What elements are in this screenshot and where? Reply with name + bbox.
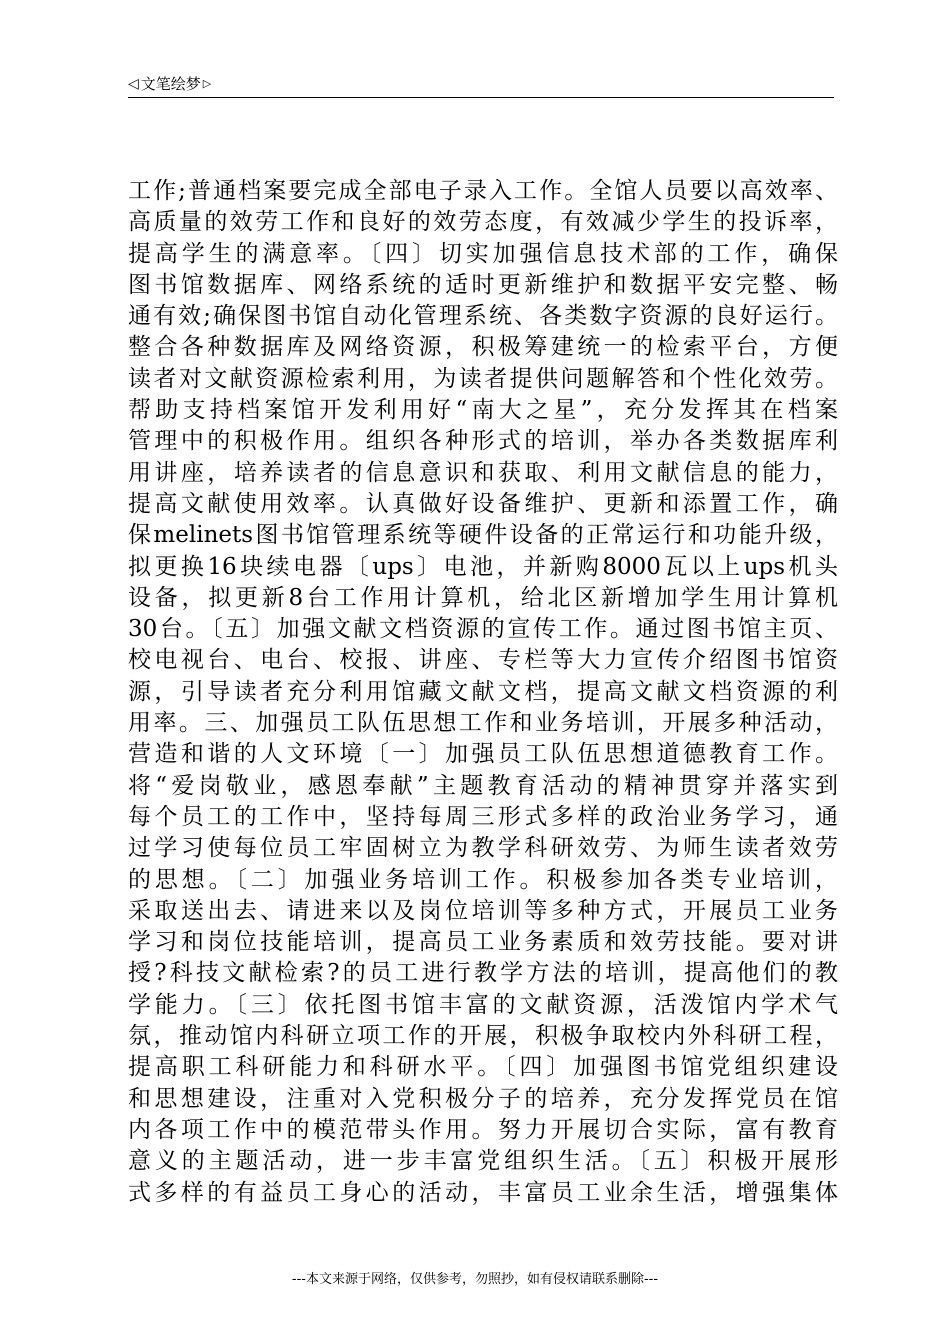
brand — [128, 74, 834, 94]
text-line: 营造和谐的人文环境〔一〕加强员工队伍思想道德教育工作。 — [128, 741, 838, 768]
text-line: 每个员工的工作中，坚持每周三形式多样的政治业务学习，通 — [128, 803, 838, 830]
text-line: 用率。三、加强员工队伍思想工作和业务培训，开展多种活动， — [128, 710, 838, 737]
text-line: 意义的主题活动，进一步丰富党组织生活。〔五〕积极开展形 — [128, 1148, 838, 1175]
text-line: 学习和岗位技能培训，提高员工业务素质和效劳技能。要对讲 — [128, 929, 838, 956]
brand-text: 文笔绘梦 — [140, 75, 201, 93]
text-line: 的思想。〔二〕加强业务培训工作。积极参加各类专业培训， — [128, 866, 838, 893]
text-line: 提高职工科研能力和科研水平。〔四〕加强图书馆党组织建设 — [128, 1054, 838, 1081]
header-divider — [128, 97, 834, 98]
text-line: 管理中的积极作用。组织各种形式的培训，举办各类数据库利 — [128, 428, 838, 455]
text-line: 提高学生的满意率。〔四〕切实加强信息技术部的工作，确保 — [128, 240, 838, 267]
text-line: 源，引导读者充分利用馆藏文献文档，提高文献文档资源的利 — [128, 678, 838, 705]
footer-notice: ---本文来源于网络，仅供参考，勿照抄，如有侵权请联系删除--- — [291, 1272, 659, 1287]
text-line: 授?科技文献检索?的员工进行教学方法的培训，提高他们的教 — [128, 960, 838, 987]
text-line: 用讲座，培养读者的信息意识和获取、利用文献信息的能力， — [128, 459, 838, 486]
text-line: 高质量的效劳工作和良好的效劳态度，有效减少学生的投诉率， — [128, 209, 838, 236]
text-line: 30台。〔五〕加强文献文档资源的宣传工作。通过图书馆主页、 — [128, 616, 838, 643]
text-line: 内各项工作中的模范带头作用。努力开展切合实际，富有教育 — [128, 1116, 838, 1143]
text-line: 拟更换16块续电器〔ups〕电池，并新购8000瓦以上ups机头 — [128, 553, 838, 580]
text-line: 过学习使每位员工牢固树立为教学科研效劳、为师生读者效劳 — [128, 835, 838, 862]
text-line: 图书馆数据库、网络系统的适时更新维护和数据平安完整、畅 — [128, 271, 838, 298]
text-line: 采取送出去、请进来以及岗位培训等多种方式，开展员工业务 — [128, 897, 838, 924]
text-line: 校电视台、电台、校报、讲座、专栏等大力宣传介绍图书馆资 — [128, 647, 838, 674]
text-line: 将“爱岗敬业，感恩奉献”主题教育活动的精神贯穿并落实到 — [128, 772, 838, 799]
text-line: 工作;普通档案要完成全部电子录入工作。全馆人员要以高效率、 — [128, 178, 838, 204]
text-line: 通有效;确保图书馆自动化管理系统、各类数字资源的良好运行。 — [128, 303, 838, 330]
text-line: 读者对文献资源检索利用，为读者提供问题解答和个性化效劳。 — [128, 365, 838, 392]
text-line: 帮助支持档案馆开发利用好“南大之星”，充分发挥其在档案 — [128, 397, 838, 424]
text-line: 保melinets图书馆管理系统等硬件设备的正常运行和功能升级， — [128, 522, 838, 549]
text-line: 氛，推动馆内科研立项工作的开展，积极争取校内外科研工程， — [128, 1023, 838, 1050]
text-line: 整合各种数据库及网络资源，积极筹建统一的检索平台，方便 — [128, 334, 838, 361]
text-line: 提高文献使用效率。认真做好设备维护、更新和添置工作，确 — [128, 490, 838, 517]
triangle-left-icon: ◁ — [128, 76, 139, 92]
page-header — [128, 74, 834, 98]
text-line: 学能力。〔三〕依托图书馆丰富的文献资源，活泼馆内学术气 — [128, 991, 838, 1018]
document-body — [128, 176, 838, 1209]
triangle-right-icon: ▷ — [202, 77, 212, 90]
text-line: 设备，拟更新8台工作用计算机，给北区新增加学生用计算机 — [128, 584, 838, 611]
text-line: 式多样的有益员工身心的活动，丰富员工业余生活，增强集体 — [128, 1179, 838, 1206]
text-line: 和思想建设，注重对入党积极分子的培养，充分发挥党员在馆 — [128, 1085, 838, 1112]
